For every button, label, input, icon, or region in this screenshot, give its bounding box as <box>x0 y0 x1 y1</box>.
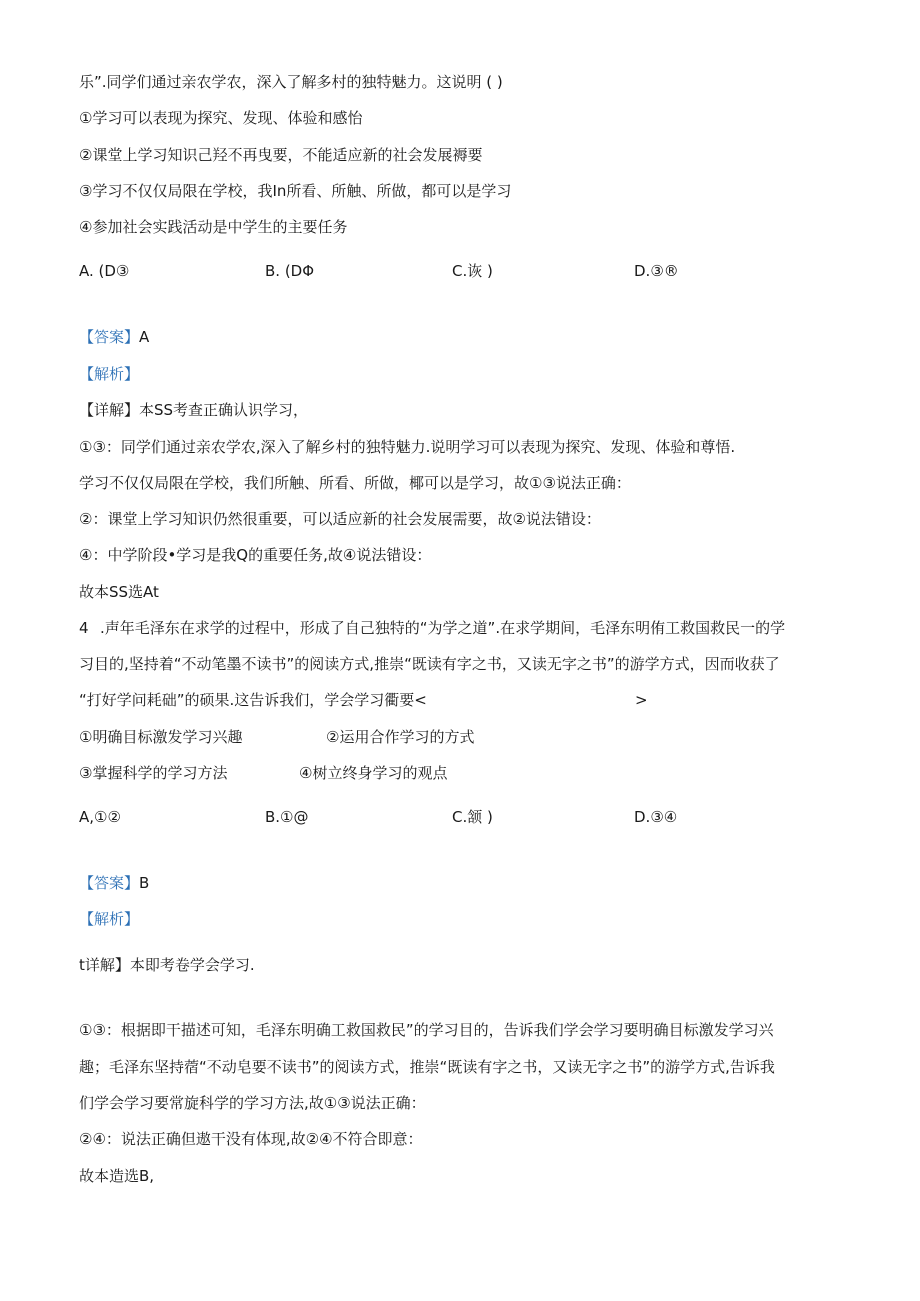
q3-detail-2: ①③：同学们通过亲农学农,深入了解乡村的独特魅力.说明学习可以表现为探究、发现、体验和尊悟. <box>79 438 736 456</box>
q4-detail-head: t详解】本即考卷学会学习. <box>79 956 255 974</box>
q3-detail-4: ②：课堂上学习知识仍然很重要，可以适应新的社会发展需要，故②说法错设： <box>79 510 601 528</box>
q3-detail-3: 学习不仅仅局限在学校，我们所触、所看、所做，椰可以是学习，故①③说法正确： <box>79 474 631 492</box>
q4-answer-line <box>79 873 149 893</box>
q4-option-a: A,①② <box>79 808 121 826</box>
q3-item-3: ③学习不仅仅局限在学校，我In所看、所触、所做，都可以是学习 <box>79 182 512 200</box>
q3-detail-6: 故本SS选At <box>79 583 159 601</box>
q4-option-b: B.①@ <box>265 808 309 826</box>
q3-stem-tail: 乐”.同学们通过亲农学农，深入了解多村的独特魅力。这说明 ( ) <box>79 73 503 91</box>
q3-item-2: ②课堂上学习知识己羟不再曳要，不能适应新的社会发展褥要 <box>79 146 483 164</box>
q4-detail-3: 们学会学习要常旋科学的学习方法,故①③说法正确： <box>79 1094 426 1112</box>
q4-detail-5: 故本造选B, <box>79 1167 155 1185</box>
q4-item-4: ④树立终身学习的观点 <box>299 764 448 782</box>
q3-analysis-tag: 【解析】 <box>79 365 140 383</box>
q3-option-b: B. (DΦ <box>265 262 315 280</box>
q3-item-1: ①学习可以表现为探究、发现、体验和感怡 <box>79 109 363 127</box>
q3-option-c: C.诙 ) <box>452 262 493 280</box>
q4-option-d: D.③④ <box>634 808 678 826</box>
q4-stem-3: “打好学问耗础”的硕果.这告诉我们，学会学习衢要< <box>79 691 427 709</box>
q4-item-3: ③掌握科学的学习方法 <box>79 764 228 782</box>
q3-answer-line <box>79 327 149 347</box>
q4-detail-2: 趣；毛泽东坚持蓿“不动皂要不读书”的阅读方式，推崇“既读有字之书，又读无字之书”的游学方式,告诉我 <box>79 1058 775 1076</box>
q4-stem-2: 习目的,坚持着“不动笔墨不读书”的阅读方式,推崇“既读有字之书，又读无字之书”的游学方式，因而收获了 <box>79 655 780 673</box>
q4-number: 4 <box>79 619 89 637</box>
q4-option-c: C.颔 ) <box>452 808 493 826</box>
q4-detail-4: ②④：说法正确但遨干没有体现,故②④不符合即意： <box>79 1130 423 1148</box>
q4-stem-close: > <box>635 691 648 709</box>
q3-option-a: A. (D③ <box>79 262 130 280</box>
q3-detail-1: 【详解】本SS考查正确认识学习， <box>79 401 309 419</box>
q4-answer-tag: 【答案】 <box>79 874 140 892</box>
q4-analysis-tag: 【解析】 <box>79 910 140 928</box>
q4-answer-value: B <box>139 874 150 892</box>
q4-item-1: ①明确目标激发学习兴趣 <box>79 728 243 746</box>
q3-option-d: D.③® <box>634 262 679 280</box>
q3-detail-5: ④：中学阶段•学习是我Q的重要任务,故④说法错设： <box>79 546 432 564</box>
q4-stem-1: .声年毛泽东在求学的过程中，形成了自己独特的“为学之道”.在求学期间，毛泽东明侑工救国救民一的学 <box>100 619 786 637</box>
q4-detail-1: ①③：根据即干描述可知，毛泽东明确工救国救民”的学习目的，告诉我们学会学习要明确目标激发学习兴 <box>79 1021 774 1039</box>
q3-answer-tag: 【答案】 <box>79 328 140 346</box>
q3-item-4: ④参加社会实践活动是中学生的主要任务 <box>79 218 348 236</box>
q3-answer-value: A <box>139 328 150 346</box>
q4-item-2: ②运用合作学习的方式 <box>326 728 475 746</box>
